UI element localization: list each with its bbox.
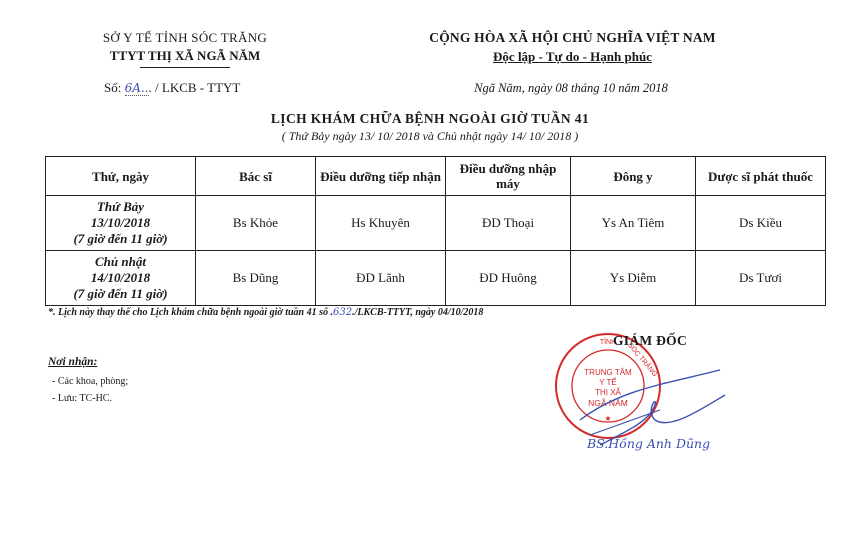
- stamp-top-text: TỈNH: [599, 339, 617, 346]
- weekday: Chủ nhật: [95, 254, 146, 269]
- col-header-entry-nurse: Điều dưỡng nhập máy: [446, 157, 571, 196]
- doctor-cell: Bs Dũng: [196, 251, 316, 306]
- stamp-line-3: THỊ XÃ: [595, 388, 621, 397]
- col-header-reception-nurse: Điều dưỡng tiếp nhận: [316, 157, 446, 196]
- day-cell: [46, 251, 196, 306]
- hours: (7 giờ đến 11 giờ): [73, 286, 168, 301]
- stamp-star-icon: ★: [604, 414, 612, 423]
- recipient-item: - Lưu: TC-HC.: [52, 393, 112, 404]
- day-cell: [46, 196, 196, 251]
- doc-no-handwritten: 6A..: [124, 81, 149, 95]
- date: 14/10/2018: [90, 270, 151, 285]
- col-header-doctor: Bác sĩ: [196, 157, 316, 196]
- date: 13/10/2018: [90, 215, 151, 230]
- weekday: Thứ Bảy: [96, 199, 145, 214]
- national-heading: [400, 30, 745, 65]
- stamp-side-text: SÓC TRĂNG: [626, 341, 659, 379]
- table-row: [46, 196, 826, 251]
- org-name: TTYT THỊ XÃ NGÃ NĂM: [109, 48, 261, 63]
- document-number: [104, 80, 240, 96]
- traditional-medicine-cell: Ys Diễm: [571, 251, 696, 306]
- place-date: Ngã Năm, ngày 08 tháng 10 năm 2018: [474, 81, 668, 95]
- col-header-traditional-medicine: Đông y: [571, 157, 696, 196]
- col-header-pharmacist: Dược sĩ phát thuốc: [696, 157, 826, 196]
- replacement-note: [48, 307, 483, 318]
- doc-no-prefix: Số:: [104, 80, 122, 95]
- note-handwritten-number: 632: [333, 307, 353, 318]
- org-block: [60, 30, 310, 68]
- stamp-line-2: Y TẾ: [599, 378, 617, 387]
- col-header-day: Thứ, ngày: [46, 157, 196, 196]
- entry-nurse-cell: ĐD Huông: [446, 251, 571, 306]
- doc-no-suffix: . / LKCB - TTYT: [148, 80, 241, 95]
- org-parent: SỞ Y TẾ TỈNH SÓC TRĂNG: [102, 30, 268, 45]
- note-suffix: ./LKCB-TTYT, ngày 04/10/2018: [352, 307, 484, 318]
- reception-nurse-cell: ĐD Lãnh: [316, 251, 446, 306]
- traditional-medicine-cell: Ys An Tiêm: [571, 196, 696, 251]
- motto: Độc lập - Tự do - Hạnh phúc: [493, 49, 652, 64]
- reception-nurse-cell: Hs Khuyên: [316, 196, 446, 251]
- org-underline: [140, 67, 230, 68]
- recipients-label: Nơi nhận:: [48, 356, 98, 368]
- hours: (7 giờ đến 11 giờ): [73, 231, 168, 246]
- schedule-table: [45, 156, 826, 306]
- stamp-line-4: NGÃ NĂM: [588, 398, 628, 408]
- signer-name: BS.Hồng Anh Dũng: [587, 436, 711, 451]
- note-prefix: *. Lịch này thay thế cho Lịch khám chữa bệnh ngoài giờ tuần 41 số .: [48, 307, 333, 318]
- pharmacist-cell: Ds Kiều: [696, 196, 826, 251]
- entry-nurse-cell: ĐD Thoại: [446, 196, 571, 251]
- signature-title: GIÁM ĐỐC: [612, 333, 688, 348]
- document-title: LỊCH KHÁM CHỮA BỆNH NGOÀI GIỜ TUẦN 41: [270, 111, 590, 126]
- document-subtitle: ( Thứ Bảy ngày 13/ 10/ 2018 và Chủ nhật ngày 14/ 10/ 2018 ): [281, 129, 579, 143]
- table-row: [46, 251, 826, 306]
- handwritten-signature: [560, 350, 730, 470]
- country-name: CỘNG HÒA XÃ HỘI CHỦ NGHĨA VIỆT NAM: [429, 30, 716, 45]
- table-header-row: [46, 157, 826, 196]
- signature-stroke: [580, 370, 720, 420]
- pharmacist-cell: Ds Tươi: [696, 251, 826, 306]
- recipient-item: - Các khoa, phòng;: [52, 376, 129, 387]
- stamp-line-1: TRUNG TÂM: [584, 368, 632, 377]
- doctor-cell: Bs Khỏe: [196, 196, 316, 251]
